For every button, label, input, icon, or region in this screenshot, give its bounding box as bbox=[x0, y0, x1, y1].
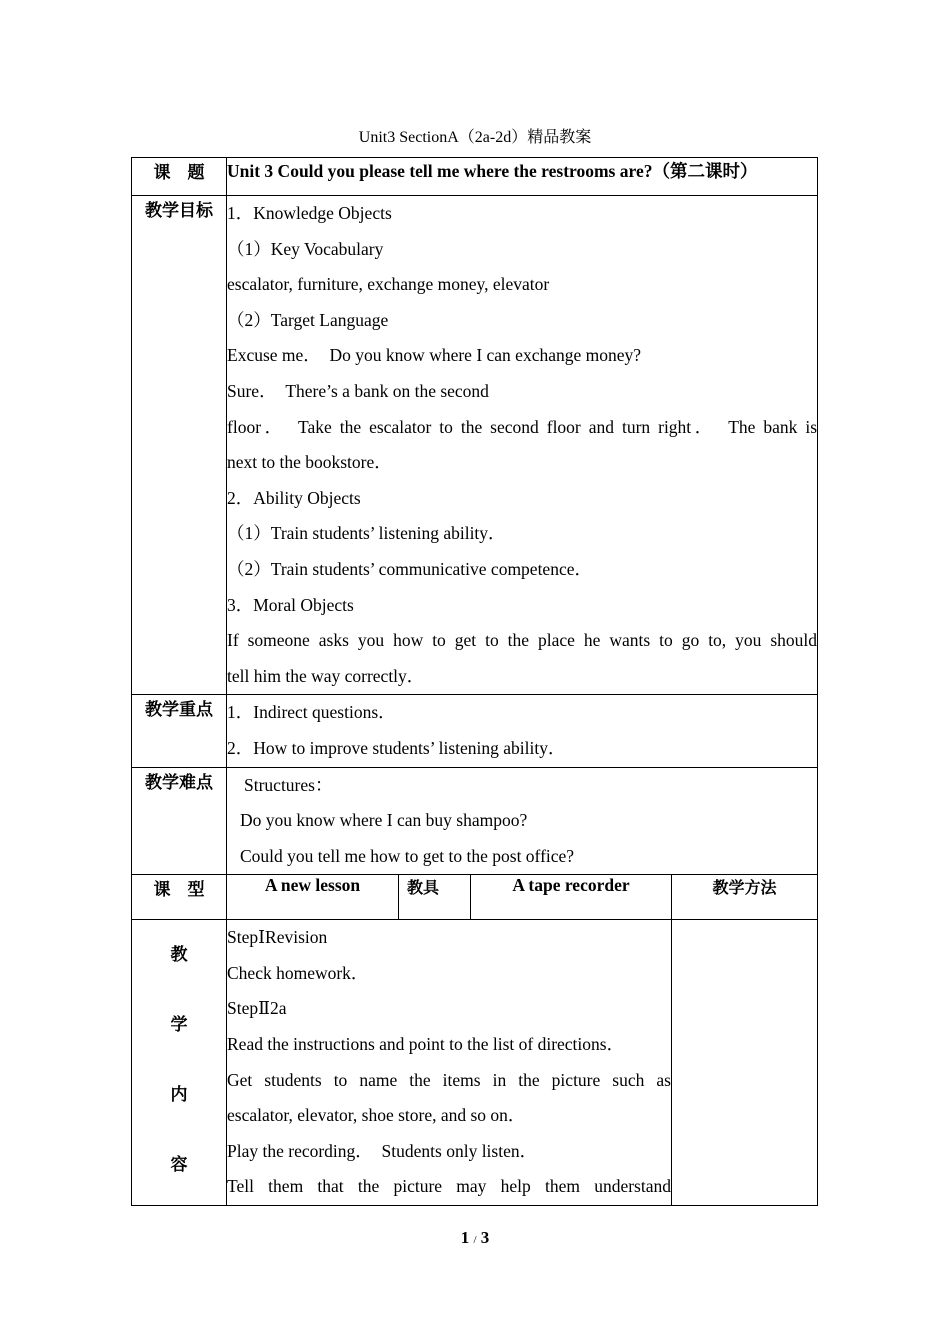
objectives-line: Sure． There’s a bank on the second bbox=[227, 380, 489, 401]
objectives-label: 教学目标 bbox=[132, 196, 227, 695]
objectives-line: floor． Take the escalator to the second floor and turn right． The bank is bbox=[227, 416, 818, 437]
objectives-line: 1．Knowledge Objects bbox=[227, 203, 392, 223]
content-row bbox=[132, 920, 818, 1206]
content-line: Play the recording． Students only listen． bbox=[227, 1140, 538, 1161]
difficulties-row bbox=[132, 767, 818, 875]
difficulty-line: Could you tell me how to get to the post office? bbox=[240, 845, 575, 866]
content-label bbox=[132, 920, 227, 1206]
topic-label: 课 题 bbox=[132, 158, 227, 196]
topic-row bbox=[132, 158, 818, 196]
objectives-line: Excuse me． Do you know where I can exchange money? bbox=[227, 345, 642, 366]
key-point-line: 2．How to improve students’ listening ability． bbox=[227, 737, 566, 758]
topic-value: Unit 3 Could you please tell me where the restrooms are?（第二课时） bbox=[227, 158, 818, 196]
content-line: escalator, elevator, shoe store, and so on． bbox=[227, 1105, 526, 1126]
objectives-line: 2．Ability Objects bbox=[227, 487, 361, 508]
key-point-line: 1．Indirect questions． bbox=[227, 702, 396, 723]
tools-value: A tape recorder bbox=[471, 875, 672, 920]
objectives-line: （1）Key Vocabulary bbox=[227, 238, 384, 259]
lesson-plan-table bbox=[131, 157, 818, 1206]
method-content bbox=[672, 920, 818, 1206]
lesson-type-label: 课 型 bbox=[132, 875, 227, 920]
page-footer bbox=[0, 1228, 950, 1248]
content-line: Tell them that the picture may help them understand bbox=[227, 1176, 671, 1197]
objectives-line: 3．Moral Objects bbox=[227, 594, 354, 615]
content-line: Read the instructions and point to the list of directions． bbox=[227, 1034, 625, 1055]
content-line: StepⅡ2a bbox=[227, 998, 287, 1019]
content-line: StepⅠRevision bbox=[227, 927, 328, 948]
content-label-char: 教 bbox=[170, 945, 188, 966]
objectives-line: （1）Train students’ listening ability． bbox=[227, 523, 506, 544]
content-line: Check homework． bbox=[227, 962, 369, 983]
objectives-line: If someone asks you how to get to the place he wants to go to, you should bbox=[227, 630, 818, 651]
document-title: Unit3 SectionA（2a-2d）精品教案 bbox=[358, 129, 592, 146]
content-label-char: 内 bbox=[170, 1085, 188, 1106]
difficulty-line: Structures： bbox=[244, 774, 333, 795]
difficulties-label: 教学难点 bbox=[132, 767, 227, 875]
objectives-line: tell him the way correctly． bbox=[227, 665, 425, 686]
content-body bbox=[227, 920, 672, 1206]
content-label-char: 容 bbox=[170, 1155, 188, 1176]
key-points-label: 教学重点 bbox=[132, 695, 227, 767]
lesson-type-row bbox=[132, 875, 818, 920]
key-points-row bbox=[132, 695, 818, 767]
objectives-line: （2）Target Language bbox=[227, 309, 389, 330]
objectives-line: （2）Train students’ communicative competence． bbox=[227, 558, 592, 579]
objectives-content bbox=[227, 196, 818, 695]
lesson-type-value: A new lesson bbox=[227, 875, 399, 920]
difficulty-line: Do you know where I can buy shampoo? bbox=[240, 810, 528, 831]
objectives-line: escalator, furniture, exchange money, elevator bbox=[227, 274, 550, 295]
page-number: 1 bbox=[460, 1228, 470, 1247]
page-separator: / bbox=[473, 1234, 477, 1246]
content-line: Get students to name the items in the picture such as bbox=[227, 1069, 671, 1090]
objectives-line: next to the bookstore． bbox=[227, 452, 392, 473]
page-total: 3 bbox=[480, 1228, 490, 1247]
method-label: 教学方法 bbox=[672, 875, 818, 920]
difficulties-content bbox=[227, 767, 818, 875]
objectives-row bbox=[132, 196, 818, 695]
content-label-char: 学 bbox=[170, 1015, 188, 1036]
tools-label: 教具 bbox=[399, 875, 471, 920]
key-points-content bbox=[227, 695, 818, 767]
